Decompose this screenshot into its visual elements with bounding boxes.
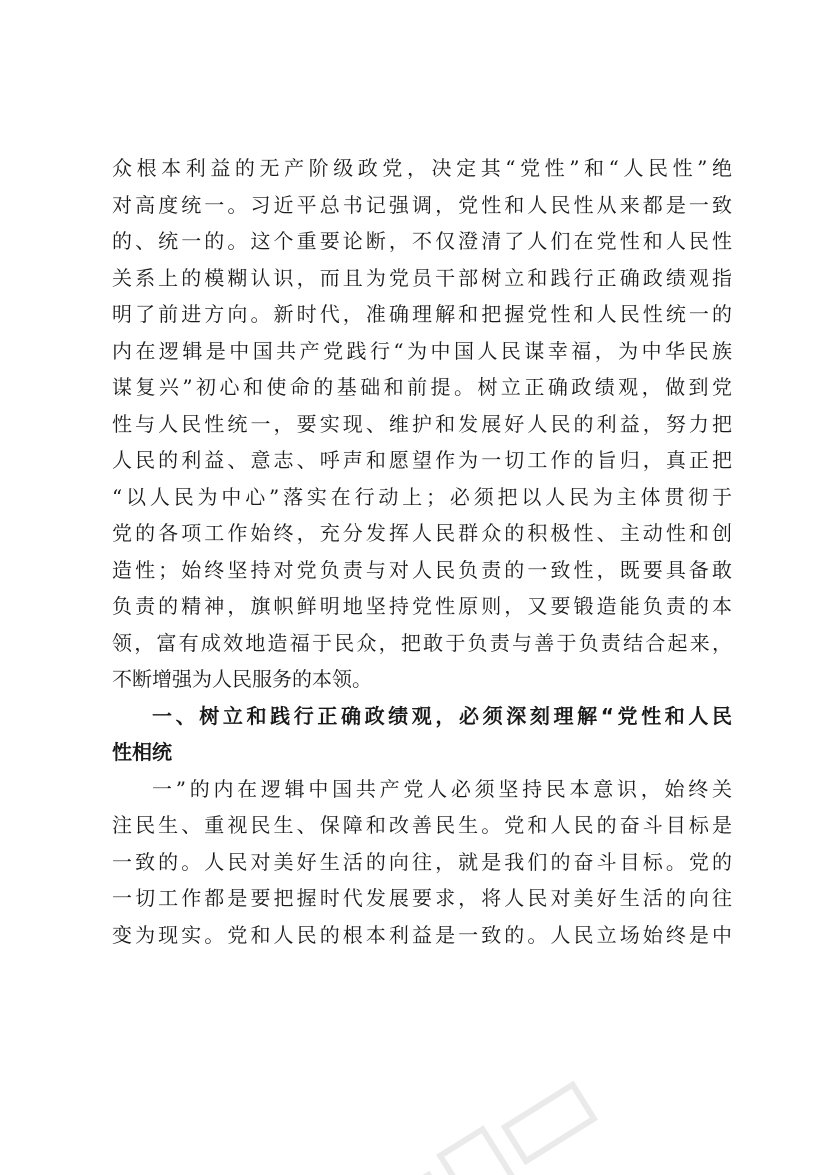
text-line: 性与人民性统一，要实现、维护和发展好人民的利益，努力把 — [112, 411, 732, 436]
text-line: 内在逻辑是中国共产党践行“为中国人民谋幸福，为中华民族 — [112, 338, 732, 363]
text-line: 变为现实。党和人民的根本利益是一致的。人民立场始终是中 — [112, 922, 732, 947]
text-line: 关系上的模糊认识，而且为党员干部树立和践行正确政绩观指 — [112, 265, 732, 290]
text-line: 一切工作都是要把握时代发展要求，将人民对美好生活的向往 — [112, 886, 732, 910]
text-line: 明了前进方向。新时代，准确理解和把握党性和人民性统一的 — [112, 302, 732, 326]
text-line: 人民的利益、意志、呼声和愿望作为一切工作的旨归，真正把 — [112, 448, 732, 472]
text-line: 谋复兴”初心和使命的基础和前提。树立正确政绩观，做到党 — [112, 375, 732, 399]
text-line: 造性；始终坚持对党负责与对人民负责的一致性，既要具备敢 — [112, 557, 732, 582]
text-line: 一致的。人民对美好生活的向往，就是我们的奋斗目标。党的 — [112, 849, 732, 874]
watermark-icon — [359, 1057, 622, 1175]
text-line: 的、统一的。这个重要论断，不仅澄清了人们在党性和人民性 — [112, 229, 732, 253]
text-line: 党的各项工作始终，充分发挥人民群众的积极性、主动性和创 — [112, 521, 732, 545]
section-heading: 性相统 — [112, 740, 172, 764]
text-line: 注民生、重视民生、保障和改善民生。党和人民的奋斗目标是 — [112, 813, 732, 837]
section-heading: 一、树立和践行正确政绩观，必须深刻理解“党性和人民 — [152, 703, 732, 728]
text-line: 众根本利益的无产阶级政党，决定其“党性”和“人民性”绝 — [112, 156, 732, 180]
body-text — [112, 150, 732, 953]
text-line: 领，富有成效地造福于民众，把敢于负责与善于负责结合起来， — [112, 630, 732, 655]
text-line: 不断增强为人民服务的本领。 — [112, 667, 372, 691]
text-line: “以人民为中心”落实在行动上；必须把以人民为主体贯彻于 — [112, 484, 732, 509]
text-line: 负责的精神，旗帜鲜明地坚持党性原则，又要锻造能负责的本 — [112, 594, 732, 618]
text-line: 一”的内在逻辑中国共产党人必须坚持民本意识，始终关 — [152, 776, 732, 801]
text-line: 对高度统一。习近平总书记强调，党性和人民性从来都是一致 — [112, 192, 732, 217]
